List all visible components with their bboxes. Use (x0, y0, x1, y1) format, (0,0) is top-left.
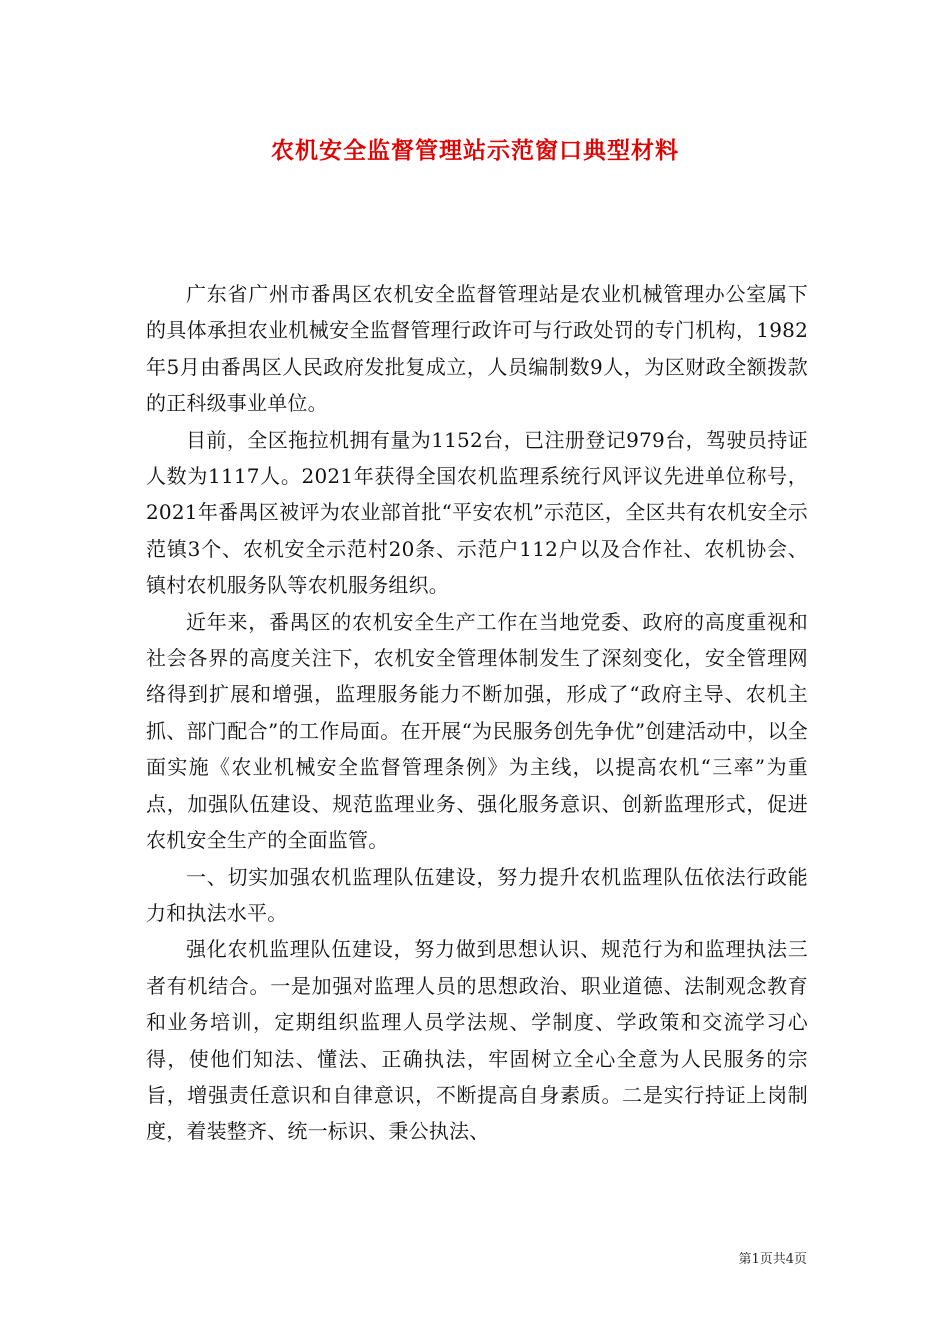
paragraph-statistics: 目前，全区拖拉机拥有量为1152台，已注册登记979台，驾驶员持证人数为1117人。2021年获得全国农机监理系统行风评议先进单位称号，2021年番禺区被评为农业部首批“平安农机”示范区，全区共有农机安全示范镇3个、农机安全示范村20条、示范户112户以及合作社、农机协会、镇村农机服务队等农机服务组织。 (146, 427, 808, 598)
paragraph-team-building: 强化农机监理队伍建设，努力做到思想认识、规范行为和监理执法三者有机结合。一是加强对监理人员的思想政治、职业道德、法制观念教育和业务培训，定期组织监理人员学法规、学制度、学政策和交流学习心得，使他们知法、懂法、正确执法，牢固树立全心全意为人民服务的宗旨，增强责任意识和自律意识，不断提高自身素质。二是实行持证上岗制度，着装整齐、统一标识、秉公执法、 (146, 937, 808, 1144)
paragraph-intro: 广东省广州市番禺区农机安全监督管理站是农业机械管理办公室属下的具体承担农业机械安全监督管理行政许可与行政处罚的专门机构，1982年5月由番禺区人民政府发批复成立，人员编制数9人，为区财政全额拨款的正科级事业单位。 (146, 282, 808, 416)
document-title: 农机安全监督管理站示范窗口典型材料 (271, 137, 679, 164)
document-body (146, 276, 808, 1150)
paragraph-recent-years: 近年来，番禺区的农机安全生产工作在当地党委、政府的高度重视和社会各界的高度关注下，农机安全管理体制发生了深刻变化，安全管理网络得到扩展和增强，监理服务能力不断加强，形成了“政府主导、农机主抓、部门配合”的工作局面。在开展“为民服务创先争优”创建活动中，以全面实施《农业机械安全监督管理条例》为主线，以提高农机“三率”为重点，加强队伍建设、规范监理业务、强化服务意识、创新监理形式，促进农机安全生产的全面监管。 (146, 609, 808, 853)
section-heading-one: 一、切实加强农机监理队伍建设，努力提升农机监理队伍依法行政能力和执法水平。 (146, 864, 808, 925)
page-number: 第1页共4页 (738, 1252, 807, 1267)
